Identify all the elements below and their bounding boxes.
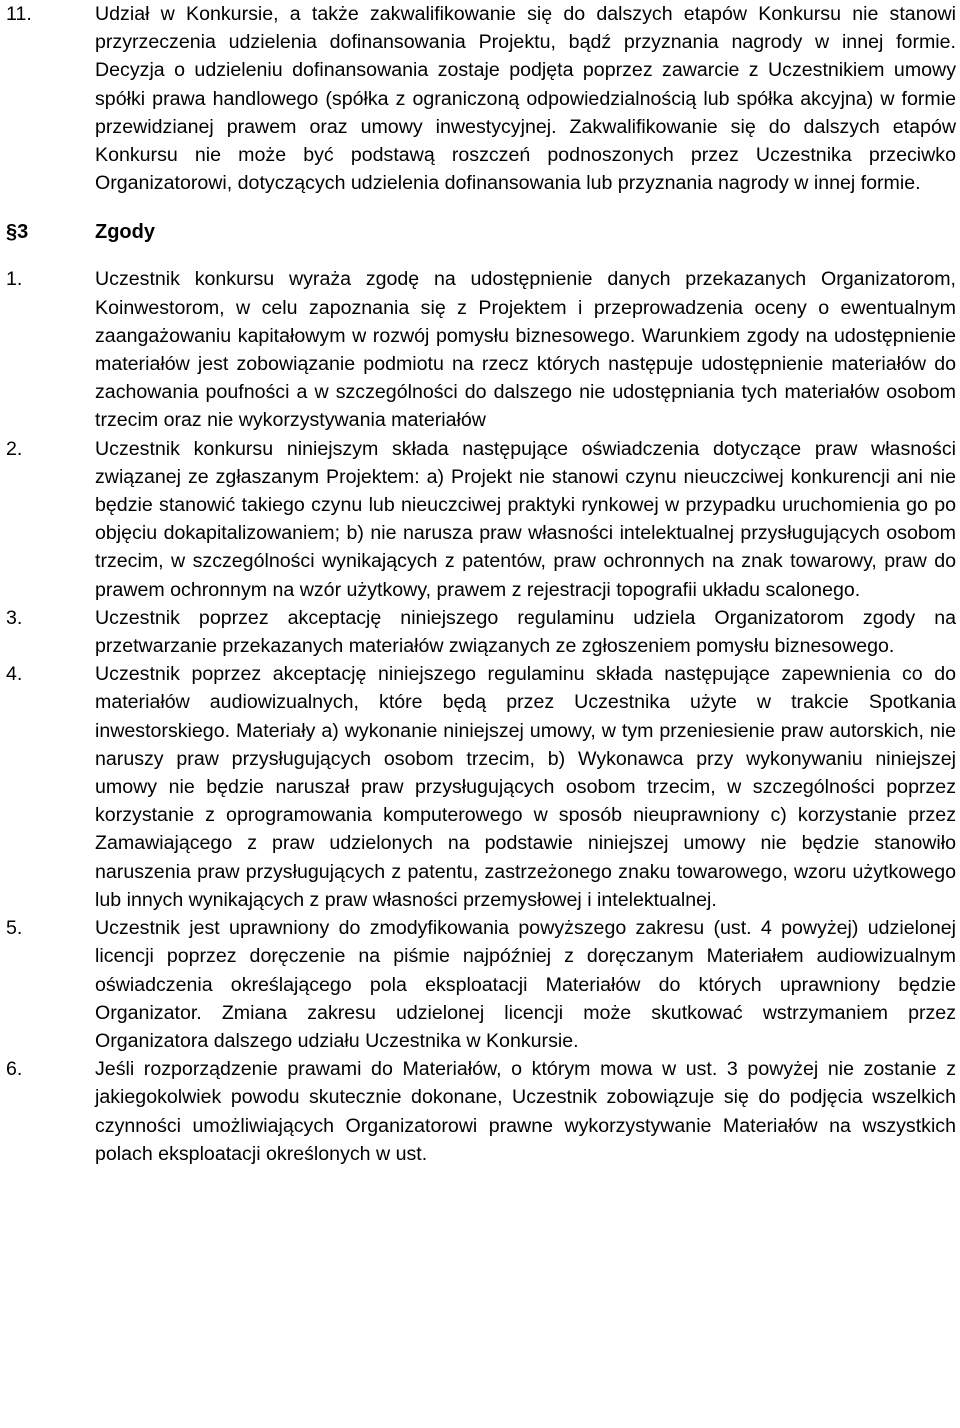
section-number: §3: [6, 221, 29, 244]
clause-number: 11.: [6, 3, 32, 25]
clause-text: Uczestnik konkursu wyraża zgodę na udostępnienie danych przekazanych Organizatorom, Koinwestorom, w celu zapoznania się z Projektem i przeprowadzenia oceny o ewentualnym zaangażowaniu kapitałowym w rozwój pomysłu biznesowego. Warunkiem zgody na udostępnienie materiałów jest zobowiązanie podmiotu na rzecz których następuje udostępnienie materiałów do zachowania poufności a w szczególności do dalszego nie udostępniania tych materiałów osobom trzecim oraz nie wykorzystywania materiałów: [95, 268, 956, 432]
clause-5: [0, 914, 960, 1055]
clause-11: [0, 0, 960, 197]
clause-text: Udział w Konkursie, a także zakwalifikowanie się do dalszych etapów Konkursu nie stanowi przyrzeczenia udzielenia dofinansowania Projektu, bądź przyznania nagrody w innej formie. Decyzja o udzieleniu dofinansowania zostaje podjęta poprzez zawarcie z Uczestnikiem umowy spółki prawa handlowego (spółka z ograniczoną odpowiedzialnością lub spółka akcyjna) w formie przewidzianej prawem oraz umowy inwestycyjnej. Zakwalifikowanie się do dalszych etapów Konkursu nie może być podstawą roszczeń podnoszonych przez Uczestnika przeciwko Organizatorowi, dotyczących udzielenia dofinansowania lub przyznania nagrody w innej formie.: [95, 3, 956, 195]
clause-number: 5.: [6, 917, 23, 940]
clause-number: 6.: [6, 1058, 23, 1081]
section-title: Zgody: [95, 221, 155, 244]
clause-number: 1.: [6, 268, 23, 291]
clause-text: Uczestnik konkursu niniejszym składa następujące oświadczenia dotyczące praw własności związanej ze zgłaszanym Projektem: a) Projekt nie stanowi czynu nieuczciwej konkurencji ani nie będzie stanowić takiego czynu lub nieuczciwej praktyki rynkowej w przypadku uruchomienia go po objęciu dokapitalizowaniem; b) nie narusza praw własności intelektualnej przysługujących osobom trzecim, w szczególności wynikających z patentów, praw ochronnych na znak towarowy, praw do prawem ochronnym na wzór użytkowy, prawem z rejestracji topografii układu scalonego.: [95, 437, 956, 601]
clause-number: 4.: [6, 663, 23, 686]
clause-4: [0, 660, 960, 914]
clause-6: [0, 1055, 960, 1168]
section-heading: [0, 217, 960, 247]
clause-text: Uczestnik poprzez akceptację niniejszego regulaminu składa następujące zapewnienia co do materiałów audiowizualnych, które będą przez Uczestnika użyte w trakcie Spotkania inwestorskiego. Materiały a) wykonanie niniejszej umowy, w tym przeniesienie praw autorskich, nie naruszy praw przysługujących osobom trzecim, b) Wykonawca przy wykonywaniu niniejszej umowy nie będzie naruszał praw przysługujących osobom trzecim, w szczególności poprzez korzystanie z oprogramowania komputerowego w sposób nieuprawniony c) korzystanie przez Zamawiającego z praw udzielonych na podstawie niniejszej umowy nie będzie stanowiło naruszenia praw przysługujących z patentu, zastrzeżonego znaku towarowego, wzoru użytkowego lub innych wynikających z praw własności przemysłowej i intelektualnej.: [95, 663, 956, 911]
clause-1: [0, 265, 960, 434]
clause-number: 2.: [6, 437, 23, 460]
clause-text: Uczestnik poprzez akceptację niniejszego regulaminu udziela Organizatorom zgody na przetwarzanie przekazanych materiałów związanych ze zgłoszeniem pomysłu biznesowego.: [95, 606, 956, 658]
clause-text: Uczestnik jest uprawniony do zmodyfikowania powyższego zakresu (ust. 4 powyżej) udzielonej licencji poprzez doręczenie na piśmie najpóźniej z doręczanym Materiałem audiowizualnym oświadczenia określającego pola eksploatacji Materiałów do których uprawniony będzie Organizator. Zmiana zakresu udzielonej licencji może skutkować wstrzymaniem przez Organizatora dalszego udziału Uczestnika w Konkursie.: [95, 917, 956, 1052]
clause-2: [0, 435, 960, 604]
clause-number: 3.: [6, 606, 23, 629]
clause-text: Jeśli rozporządzenie prawami do Materiałów, o którym mowa w ust. 3 powyżej nie zostanie z jakiegokolwiek powodu skutecznie dokonane, Uczestnik zobowiązuje się do podjęcia wszelkich czynności umożliwiających Organizatorowi prawne wykorzystywanie Materiałów na wszystkich polach eksploatacji określonych w ust.: [95, 1058, 956, 1165]
clause-3: [0, 604, 960, 660]
clause-list: [0, 265, 960, 1168]
